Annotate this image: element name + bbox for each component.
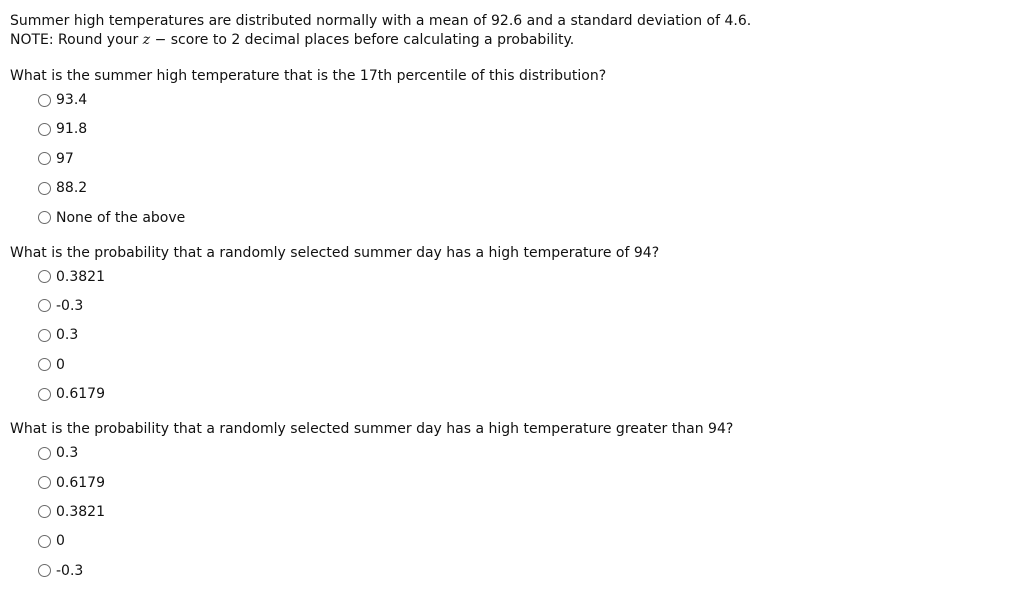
question-1-options: [10, 90, 1010, 228]
option-label: 0.6179: [56, 386, 105, 403]
question-3: [10, 419, 1010, 581]
option-label: -0.3: [56, 297, 84, 314]
option-label: 0.6179: [56, 474, 105, 491]
option-label: 0: [56, 356, 65, 373]
radio-button[interactable]: [38, 388, 51, 401]
radio-button[interactable]: [38, 505, 51, 518]
radio-button[interactable]: [38, 329, 51, 342]
rounding-note: [10, 31, 1010, 50]
radio-button[interactable]: [38, 211, 51, 224]
question-1-percentile-number: 17: [359, 68, 378, 84]
question-1-option[interactable]: [38, 119, 1010, 139]
option-label: None of the above: [56, 209, 186, 226]
question-1-option[interactable]: [38, 178, 1010, 198]
question-2: [10, 243, 1010, 405]
question-3-option[interactable]: [38, 443, 1010, 463]
rounding-note-suffix: − score to 2 decimal places before calculating a probability.: [150, 32, 575, 48]
question-3-option[interactable]: [38, 531, 1010, 551]
question-2-option[interactable]: [38, 267, 1010, 287]
radio-button[interactable]: [38, 299, 51, 312]
radio-button[interactable]: [38, 447, 51, 460]
option-label: -0.3: [56, 562, 84, 579]
question-2-option[interactable]: [38, 296, 1010, 316]
question-1: [10, 66, 1010, 228]
question-1-option[interactable]: [38, 208, 1010, 228]
quiz-page: [10, 12, 1010, 590]
radio-button[interactable]: [38, 358, 51, 371]
radio-button[interactable]: [38, 270, 51, 283]
problem-intro: [10, 12, 1010, 50]
question-1-text-prefix: What is the summer high temperature that is the: [10, 68, 360, 84]
question-2-option[interactable]: [38, 384, 1010, 404]
option-label: 97: [56, 150, 74, 167]
option-label: 93.4: [56, 92, 88, 108]
question-1-text-suffix: th percentile of this distribution?: [377, 68, 607, 84]
radio-button[interactable]: [38, 476, 51, 489]
question-1-text: [10, 66, 1010, 86]
problem-statement: [10, 12, 1010, 31]
question-3-option[interactable]: [38, 502, 1010, 522]
option-label: 0.3: [56, 445, 79, 462]
question-2-option[interactable]: [38, 355, 1010, 375]
question-1-option[interactable]: [38, 149, 1010, 169]
question-2-option[interactable]: [38, 325, 1010, 345]
question-3-text: What is the probability that a randomly selected summer day has a high temperature greater than 94?: [10, 421, 734, 438]
problem-statement-text: Summer high temperatures are distributed normally with a mean of 92.6 and a standard deviation of 4.6.: [10, 13, 752, 29]
question-3-option[interactable]: [38, 561, 1010, 581]
radio-button[interactable]: [38, 564, 51, 577]
question-3-options: [10, 443, 1010, 581]
question-1-option[interactable]: [38, 90, 1010, 110]
option-label: 0.3821: [56, 268, 105, 285]
option-label: 0: [56, 533, 65, 550]
question-2-options: [10, 267, 1010, 405]
rounding-note-prefix: NOTE: Round your: [10, 32, 143, 48]
radio-button[interactable]: [38, 123, 51, 136]
radio-button[interactable]: [38, 535, 51, 548]
radio-button[interactable]: [38, 182, 51, 195]
option-label: 91.8: [56, 121, 88, 138]
option-label: 88.2: [56, 180, 88, 197]
question-3-option[interactable]: [38, 473, 1010, 493]
option-label: 0.3: [56, 327, 79, 344]
radio-button[interactable]: [38, 152, 51, 165]
question-2-text: What is the probability that a randomly selected summer day has a high temperature of 94?: [10, 244, 660, 261]
option-label: 0.3821: [56, 503, 105, 520]
z-variable: z: [142, 32, 151, 48]
radio-button[interactable]: [38, 94, 51, 107]
